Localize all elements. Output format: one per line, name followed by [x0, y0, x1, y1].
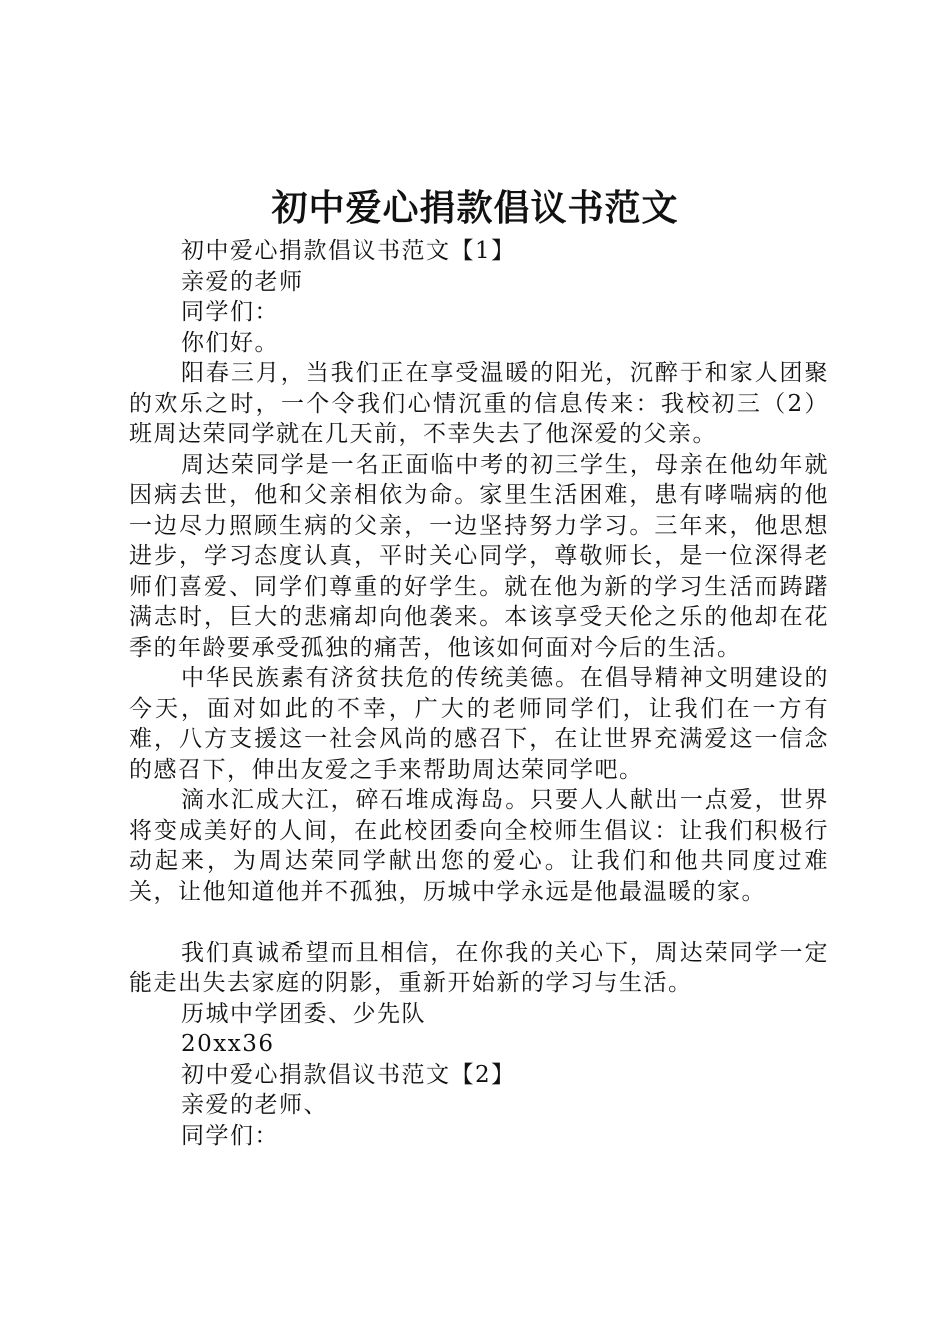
body-paragraph: 中华民族素有济贫扶危的传统美德。在倡导精神文明建设的今天，面对如此的不幸，广大的老师同学们，让我们在一方有难，八方支援这一社会风尚的感召下，在让世界充满爱这一信念的感召下，伸出友爱之手来帮助周达荣同学吧。	[129, 665, 829, 783]
body-paragraph: 我们真诚希望而且相信，在你我的关心下，周达荣同学一定能走出失去家庭的阴影，重新开始新的学习与生活。	[129, 939, 829, 996]
blank-line	[129, 907, 829, 938]
section-heading: 初中爱心捐款倡议书范文【2】	[181, 1061, 516, 1088]
salutation: 亲爱的老师、	[181, 1092, 328, 1118]
greeting: 你们好。	[181, 329, 279, 356]
document-title: 初中爱心捐款倡议书范文	[271, 187, 679, 229]
date: 20xx36	[181, 1031, 275, 1057]
salutation: 同学们：	[181, 299, 279, 325]
section-heading: 初中爱心捐款倡议书范文【1】	[181, 238, 516, 264]
signature: 历城中学团委、少先队	[181, 1000, 426, 1027]
body-paragraph: 阳春三月，当我们正在享受温暖的阳光，沉醉于和家人团聚的欢乐之时，一个令我们心情沉重的信息传来：我校初三（2）班周达荣同学就在几天前，不幸失去了他深爱的父亲。	[129, 360, 829, 447]
salutation: 亲爱的老师	[181, 268, 304, 295]
body-paragraph: 滴水汇成大江，碎石堆成海岛。只要人人献出一点爱，世界将变成美好的人间，在此校团委向全校师生倡议：让我们积极行动起来，为周达荣同学献出您的爱心。让我们和他共同度过难关，让他知道他并不孤独，历城中学永远是他最温暖的家。	[129, 787, 829, 905]
salutation: 同学们：	[181, 1122, 279, 1149]
document-body	[129, 236, 829, 1151]
body-paragraph: 周达荣同学是一名正面临中考的初三学生，母亲在他幼年就因病去世，他和父亲相依为命。家里生活困难，患有哮喘病的他一边尽力照顾生病的父亲，一边坚持努力学习。三年来，他思想进步，学习态度认真，平时关心同学，尊敬师长，是一位深得老师们喜爱、同学们尊重的好学生。就在他为新的学习生活而踌躇满志时，巨大的悲痛却向他袭来。本该享受天伦之乐的他却在花季的年龄要承受孤独的痛苦，他该如何面对今后的生活。	[129, 451, 829, 661]
